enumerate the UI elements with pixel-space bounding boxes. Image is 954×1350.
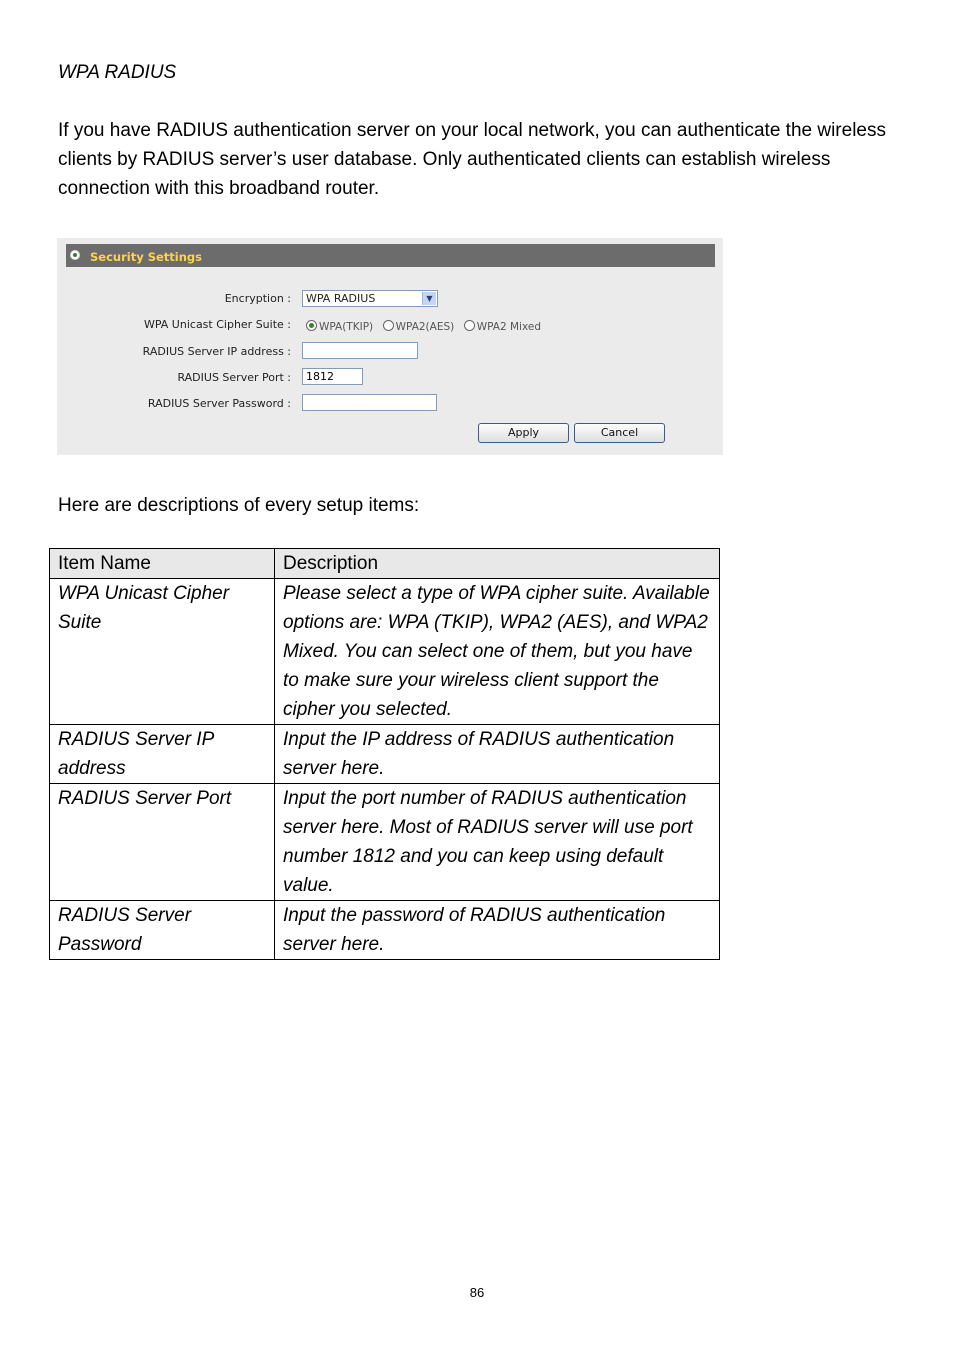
item-name-cell: RADIUS Server IP address bbox=[50, 725, 275, 784]
section-title: WPA RADIUS bbox=[58, 62, 177, 83]
radius-password-input[interactable] bbox=[302, 394, 437, 411]
panel-title: Security Settings bbox=[90, 250, 202, 264]
table-row bbox=[50, 725, 720, 784]
encryption-select-value: WPA RADIUS bbox=[306, 292, 376, 305]
table-row bbox=[50, 579, 720, 725]
descriptions-lead: Here are descriptions of every setup items: bbox=[58, 495, 420, 516]
radio-wpa2-mixed-label: WPA2 Mixed bbox=[476, 320, 541, 333]
item-name-cell: RADIUS Server Password bbox=[50, 901, 275, 960]
table-row bbox=[50, 784, 720, 901]
panel-header bbox=[66, 244, 715, 267]
description-cell: Input the IP address of RADIUS authentication server here. bbox=[275, 725, 720, 784]
radio-wpa2-aes[interactable] bbox=[383, 320, 455, 333]
encryption-label: Encryption : bbox=[224, 292, 291, 305]
security-settings-panel bbox=[57, 238, 723, 455]
table-row bbox=[50, 901, 720, 960]
radius-password-label: RADIUS Server Password : bbox=[147, 397, 291, 410]
description-cell: Please select a type of WPA cipher suite. Available options are: WPA (TKIP), WPA2 (AES), and WPA2 Mixed. You can select one of them, but you have to make sure your wireless client support the cipher you selected. bbox=[275, 579, 720, 725]
table-header-row bbox=[50, 549, 720, 579]
radio-selected-icon[interactable] bbox=[306, 320, 317, 331]
item-name-cell: WPA Unicast Cipher Suite bbox=[50, 579, 275, 725]
radius-port-input[interactable] bbox=[302, 368, 363, 385]
radio-wpa2-aes-label: WPA2(AES) bbox=[395, 320, 455, 333]
cipher-suite-label: WPA Unicast Cipher Suite : bbox=[143, 318, 291, 331]
cipher-suite-radio-group bbox=[306, 319, 547, 333]
item-name-cell: RADIUS Server Port bbox=[50, 784, 275, 901]
description-cell: Input the password of RADIUS authentication server here. bbox=[275, 901, 720, 960]
radio-wpa2-mixed[interactable] bbox=[464, 320, 541, 333]
page-number: 86 bbox=[469, 1285, 485, 1300]
description-cell: Input the port number of RADIUS authentication server here. Most of RADIUS server will use port number 1812 and you can keep using default value. bbox=[275, 784, 720, 901]
description-table bbox=[49, 548, 720, 960]
chevron-down-icon[interactable]: ▼ bbox=[422, 292, 436, 305]
header-item-name: Item Name bbox=[50, 549, 275, 579]
radius-port-label: RADIUS Server Port : bbox=[177, 371, 291, 384]
radio-wpa-tkip-label: WPA(TKIP) bbox=[319, 320, 374, 333]
encryption-select[interactable] bbox=[302, 290, 438, 307]
apply-button[interactable]: Apply bbox=[478, 423, 569, 443]
intro-paragraph: If you have RADIUS authentication server on your local network, you can authenticate the wireless clients by RADIUS server’s user database. Only authenticated clients can establish wireless connection with this broadband router. bbox=[58, 120, 886, 199]
bullet-icon bbox=[70, 250, 80, 260]
radius-ip-label: RADIUS Server IP address : bbox=[142, 345, 291, 358]
cancel-button[interactable]: Cancel bbox=[574, 423, 665, 443]
radius-ip-input[interactable] bbox=[302, 342, 418, 359]
header-description: Description bbox=[275, 549, 720, 579]
radio-wpa-tkip[interactable] bbox=[306, 320, 373, 333]
radio-unselected-icon[interactable] bbox=[383, 320, 394, 331]
radio-unselected-icon[interactable] bbox=[464, 320, 475, 331]
